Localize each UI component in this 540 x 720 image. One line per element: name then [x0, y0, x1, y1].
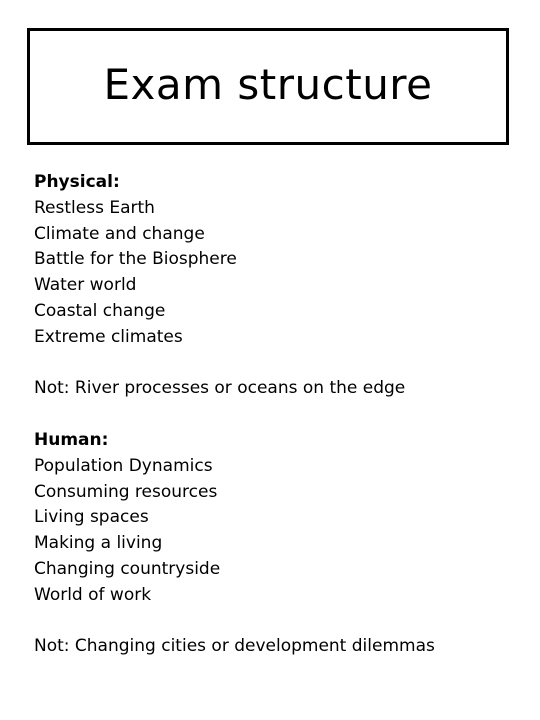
physical-item: Battle for the Biosphere	[34, 249, 237, 270]
human-item: World of work	[34, 584, 152, 605]
human-note: Not: Changing cities or development dilemmas	[34, 636, 435, 657]
human-item: Making a living	[34, 533, 163, 554]
human-item: Population Dynamics	[34, 455, 213, 476]
human-section	[34, 428, 514, 660]
human-item: Consuming resources	[34, 481, 218, 502]
human-heading: Human:	[34, 429, 109, 450]
physical-item: Coastal change	[34, 300, 166, 321]
human-item: Living spaces	[34, 507, 149, 528]
physical-section	[34, 170, 514, 402]
spacer	[34, 402, 514, 428]
title-box	[27, 28, 509, 145]
spacer	[34, 609, 514, 635]
physical-heading: Physical:	[34, 172, 120, 192]
physical-item: Water world	[34, 275, 137, 296]
physical-item: Climate and change	[34, 223, 205, 244]
physical-note: Not: River processes or oceans on the edge	[34, 378, 406, 399]
spacer	[34, 351, 514, 377]
exam-content	[34, 170, 514, 660]
human-item: Changing countryside	[34, 558, 221, 579]
physical-item: Extreme climates	[34, 326, 183, 347]
page-title: Exam structure	[103, 59, 433, 109]
physical-item: Restless Earth	[34, 197, 155, 218]
